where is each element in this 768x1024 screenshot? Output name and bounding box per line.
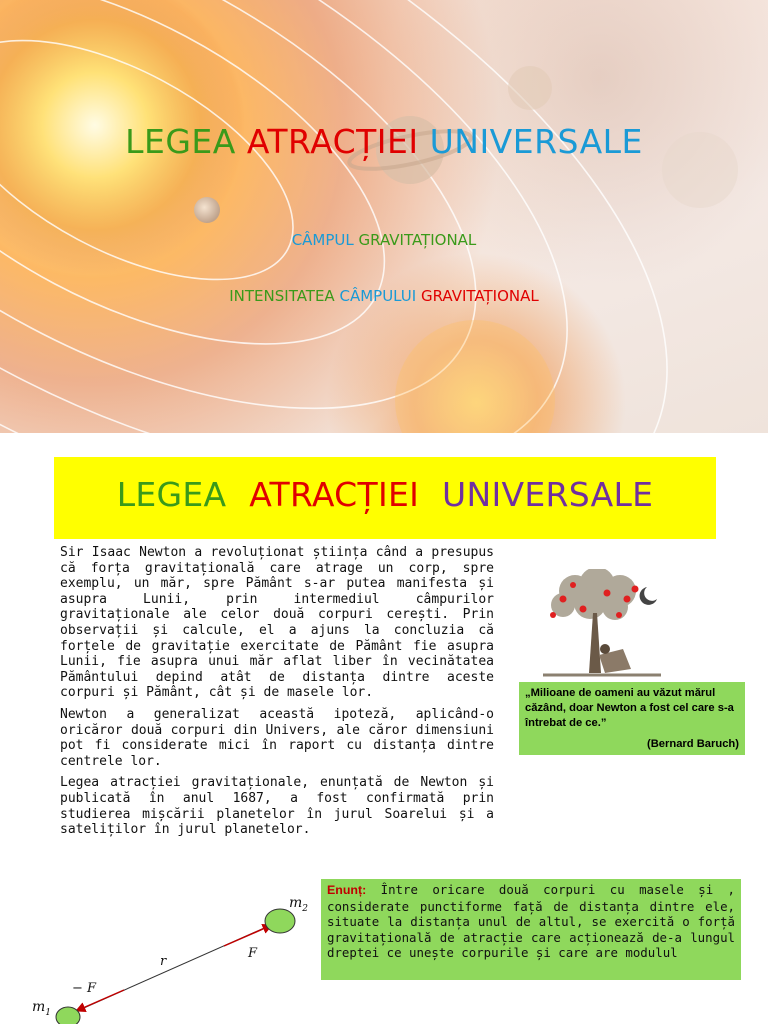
paragraph-newton: Sir Isaac Newton a revoluționat știința când a presupus că forța gravitațională care atrage un corp, spre exemplu, un măr, spre Pământ s-ar putea manifesta și asupra Lunii, prin intermediul câmpurilor gravitaționale ale celor două corpuri cerești. Prin observații și calcule, el a ajuns la concluzia că forțele de gravitație exercitate de Pământ fie asupra Lunii, fie asupra unui măr aflat liber în vecinătatea Pământului depind atât de distanța dintre aceste corpuri și Pământ, cât și de masele lor.: [60, 545, 494, 701]
title-slide: [0, 0, 768, 433]
enunt-text: [327, 882, 735, 961]
banner-word-legea: LEGEA: [116, 475, 227, 514]
paragraph-generalization: Newton a generalizat această ipoteză, aplicând-o oricăror două corpuri din Univers, ale căror dimensiuni pot fi considerate mici în raport cu distanța dintre centrele lor.: [60, 706, 494, 769]
enunt-label: Enunț:: [327, 883, 367, 897]
gravitational-force-diagram: [24, 883, 314, 1024]
solar-system-background: [0, 0, 768, 433]
title-word-atractiei: ATRACȚIEI: [246, 122, 419, 161]
banner-title: [54, 475, 716, 514]
label-f: F: [248, 946, 258, 961]
title-word-universale: UNIVERSALE: [429, 122, 643, 161]
force-arrow-f: [224, 925, 272, 946]
banner-word-universale: UNIVERSALE: [442, 475, 654, 514]
subtitle-intensitatea: [0, 287, 768, 305]
newton-apple-tree-illustration: [535, 569, 665, 683]
quote-author: (Bernard Baruch): [646, 738, 739, 750]
quote-text: „Milioane de oameni au văzut mărul căzând, doar Newton a fost cel care s-a întrebat de ce.”: [525, 687, 734, 729]
quote-box: [519, 682, 745, 755]
banner-word-atractiei: ATRACȚIEI: [249, 475, 420, 514]
subtitle-word-intensitatea: INTENSITATEA: [229, 287, 335, 305]
mass-m2-body: [265, 909, 295, 933]
label-r: r: [160, 954, 167, 969]
enunt-body: Între oricare două corpuri cu masele și , considerate punctiforme față de distanța dintre ele, situate la distanța unul de altul, se exercită o forță gravitațională de atracție care acționează de-a lungul dreptei ce unește corpurile și care are modulul: [327, 882, 735, 961]
content-slide: [0, 433, 768, 1024]
planet-small: [194, 197, 220, 223]
title-banner: [54, 457, 716, 539]
planet-far: [508, 66, 552, 110]
enunt-box: [321, 879, 741, 980]
label-m1: $m_1$: [32, 999, 52, 1018]
subtitle-word-campului: CÂMPULUI: [339, 287, 417, 305]
subtitle-word-campul: CÂMPUL: [291, 231, 354, 249]
planet-bottom-glow: [395, 320, 555, 433]
slide-title: [0, 122, 768, 161]
label-m2: $m_2$: [289, 895, 309, 914]
subtitle-word-gravitational: GRAVITAȚIONAL: [358, 231, 477, 249]
title-word-legea: LEGEA: [125, 122, 236, 161]
paragraph-confirmation: Legea atracției gravitaționale, enunțată de Newton și publicată în anul 1687, a fost confirmată prin studierea mișcării planetelor în jurul Soarelui și a sateliților în jurul planetelor.: [60, 775, 494, 838]
body-text: [60, 545, 494, 844]
mass-m1-body: [56, 1007, 80, 1024]
label-minus-f: − F: [72, 981, 97, 996]
subtitle-word-gravitational-2: GRAVITAȚIONAL: [420, 287, 539, 305]
subtitle-camp-gravitational: [0, 231, 768, 249]
